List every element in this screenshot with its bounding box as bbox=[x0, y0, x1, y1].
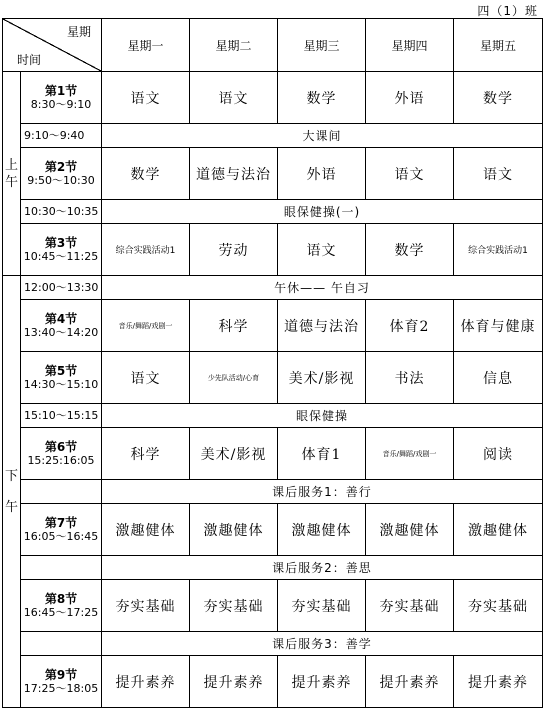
period-label: 第8节 bbox=[44, 591, 78, 606]
break-row bbox=[3, 124, 543, 148]
day-header-thu: 星期四 bbox=[366, 19, 454, 72]
period-row bbox=[3, 352, 543, 404]
period-time: 14:30～15:10 bbox=[23, 377, 99, 391]
break-label: 眼保健操 bbox=[102, 404, 543, 428]
period-row bbox=[3, 580, 543, 632]
class-cell: 提升素养 bbox=[454, 656, 543, 708]
period-time-cell bbox=[21, 504, 102, 556]
class-cell: 语文 bbox=[366, 148, 454, 200]
class-cell: 提升素养 bbox=[366, 656, 454, 708]
break-time: 9:10～9:40 bbox=[21, 124, 102, 148]
break-row bbox=[3, 276, 543, 300]
class-cell: 夯实基础 bbox=[102, 580, 190, 632]
class-cell: 道德与法治 bbox=[190, 148, 278, 200]
class-cell: 音乐/舞蹈/戏剧一 bbox=[102, 300, 190, 352]
break-time: 15:10～15:15 bbox=[21, 404, 102, 428]
class-cell: 美术/影视 bbox=[278, 352, 366, 404]
period-time: 13:40～14:20 bbox=[23, 325, 99, 339]
class-cell: 劳动 bbox=[190, 224, 278, 276]
period-time-cell bbox=[21, 300, 102, 352]
session-char: 下 bbox=[4, 468, 18, 484]
period-time-cell bbox=[21, 148, 102, 200]
class-cell: 激趣健体 bbox=[454, 504, 543, 556]
period-time-cell bbox=[21, 580, 102, 632]
blank-time-cell bbox=[21, 632, 102, 656]
period-time-cell bbox=[21, 656, 102, 708]
period-time: 15:25:16:05 bbox=[27, 453, 95, 467]
class-cell: 体育与健康 bbox=[454, 300, 543, 352]
class-cell: 夯实基础 bbox=[278, 580, 366, 632]
class-cell: 激趣健体 bbox=[190, 504, 278, 556]
break-label: 大课间 bbox=[102, 124, 543, 148]
header-row bbox=[3, 19, 543, 72]
day-header-mon: 星期一 bbox=[102, 19, 190, 72]
class-cell: 综合实践活动1 bbox=[102, 224, 190, 276]
period-row bbox=[3, 656, 543, 708]
class-cell: 音乐/舞蹈/戏剧一 bbox=[366, 428, 454, 480]
class-cell: 数学 bbox=[102, 148, 190, 200]
class-cell: 综合实践活动1 bbox=[454, 224, 543, 276]
class-label: 四（1）班 bbox=[477, 4, 538, 18]
class-cell: 外语 bbox=[366, 72, 454, 124]
period-label: 第2节 bbox=[44, 159, 78, 174]
class-cell: 科学 bbox=[102, 428, 190, 480]
period-row bbox=[3, 300, 543, 352]
class-cell: 语文 bbox=[454, 148, 543, 200]
class-cell: 语文 bbox=[278, 224, 366, 276]
class-cell: 数学 bbox=[278, 72, 366, 124]
day-header-tue: 星期二 bbox=[190, 19, 278, 72]
period-row bbox=[3, 224, 543, 276]
period-time: 9:50～10:30 bbox=[27, 173, 95, 187]
class-cell: 道德与法治 bbox=[278, 300, 366, 352]
period-label: 第3节 bbox=[44, 235, 78, 250]
session-char: 午 bbox=[4, 174, 18, 190]
blank-time-cell bbox=[21, 480, 102, 504]
after-school-label: 课后服务1：善行 bbox=[102, 480, 543, 504]
break-row bbox=[3, 404, 543, 428]
class-cell: 美术/影视 bbox=[190, 428, 278, 480]
day-header-fri: 星期五 bbox=[454, 19, 543, 72]
period-row bbox=[3, 72, 543, 124]
period-time-cell bbox=[21, 352, 102, 404]
period-label: 第5节 bbox=[44, 363, 78, 378]
break-row bbox=[3, 632, 543, 656]
break-row bbox=[3, 480, 543, 504]
break-label: 眼保健操(一) bbox=[102, 200, 543, 224]
period-label: 第1节 bbox=[44, 83, 78, 98]
break-time: 10:30～10:35 bbox=[21, 200, 102, 224]
after-school-label: 课后服务2：善思 bbox=[102, 556, 543, 580]
period-row bbox=[3, 504, 543, 556]
period-time-cell bbox=[21, 428, 102, 480]
class-cell: 体育2 bbox=[366, 300, 454, 352]
class-cell: 提升素养 bbox=[102, 656, 190, 708]
class-cell: 少先队活动/心育 bbox=[190, 352, 278, 404]
period-time: 17:25～18:05 bbox=[23, 681, 99, 695]
class-cell: 科学 bbox=[190, 300, 278, 352]
class-cell: 夯实基础 bbox=[190, 580, 278, 632]
class-cell: 外语 bbox=[278, 148, 366, 200]
after-school-label: 课后服务3：善学 bbox=[102, 632, 543, 656]
period-label: 第9节 bbox=[44, 667, 78, 682]
timetable bbox=[2, 18, 543, 708]
break-row bbox=[3, 556, 543, 580]
period-label: 第4节 bbox=[44, 311, 78, 326]
period-time: 10:45～11:25 bbox=[23, 249, 99, 263]
corner-cell bbox=[3, 19, 102, 72]
break-time: 12:00～13:30 bbox=[21, 276, 102, 300]
break-row bbox=[3, 200, 543, 224]
period-time-cell bbox=[21, 224, 102, 276]
class-cell: 数学 bbox=[454, 72, 543, 124]
class-cell: 激趣健体 bbox=[278, 504, 366, 556]
class-cell: 语文 bbox=[102, 72, 190, 124]
session-char: 上 bbox=[4, 157, 18, 173]
class-cell: 提升素养 bbox=[190, 656, 278, 708]
class-cell: 书法 bbox=[366, 352, 454, 404]
corner-weekday-label: 星期 bbox=[66, 25, 91, 39]
break-label: 午休—— 午自习 bbox=[102, 276, 543, 300]
class-cell: 数学 bbox=[366, 224, 454, 276]
period-row bbox=[3, 148, 543, 200]
period-label: 第6节 bbox=[44, 439, 78, 454]
period-time: 16:05～16:45 bbox=[23, 529, 99, 543]
period-row bbox=[3, 428, 543, 480]
class-cell: 阅读 bbox=[454, 428, 543, 480]
class-cell: 信息 bbox=[454, 352, 543, 404]
period-time-cell bbox=[21, 72, 102, 124]
class-cell: 激趣健体 bbox=[366, 504, 454, 556]
class-cell: 夯实基础 bbox=[366, 580, 454, 632]
blank-time-cell bbox=[21, 556, 102, 580]
class-cell: 语文 bbox=[102, 352, 190, 404]
session-afternoon bbox=[3, 276, 21, 708]
period-time: 16:45～17:25 bbox=[23, 605, 99, 619]
class-cell: 提升素养 bbox=[278, 656, 366, 708]
corner-time-label: 时间 bbox=[17, 53, 42, 67]
session-char: 午 bbox=[4, 499, 18, 515]
class-cell: 激趣健体 bbox=[102, 504, 190, 556]
period-label: 第7节 bbox=[44, 515, 78, 530]
session-morning bbox=[3, 72, 21, 276]
day-header-wed: 星期三 bbox=[278, 19, 366, 72]
class-cell: 夯实基础 bbox=[454, 580, 543, 632]
period-time: 8:30～9:10 bbox=[30, 97, 92, 111]
class-cell: 体育1 bbox=[278, 428, 366, 480]
class-cell: 语文 bbox=[190, 72, 278, 124]
